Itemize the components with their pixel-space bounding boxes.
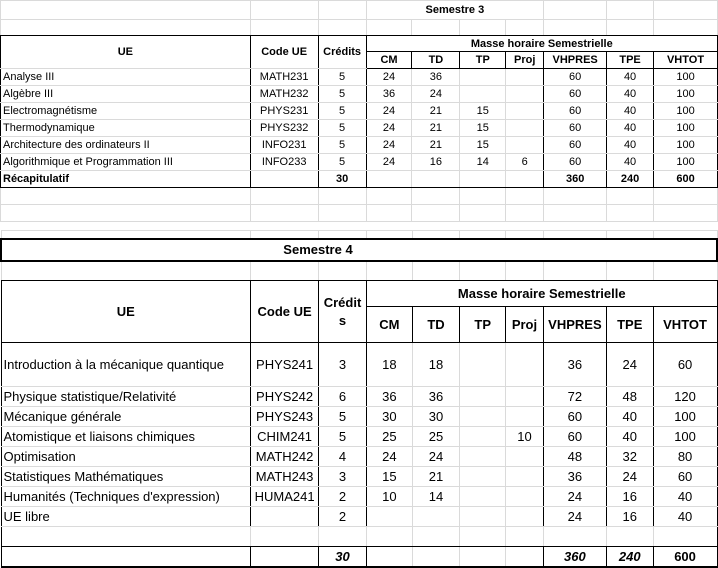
table-row: [1, 343, 717, 387]
cell-vhtot: 100: [653, 407, 717, 427]
cell-credits: 5: [318, 154, 366, 171]
cell-tp: [460, 407, 506, 427]
cell-proj: [506, 487, 544, 507]
cell-code: [251, 507, 319, 527]
cell-vhtot: 100: [654, 120, 718, 137]
cell-td: 16: [412, 154, 460, 171]
cell-code: PHYS243: [251, 407, 319, 427]
cell-tpe: 40: [607, 69, 654, 86]
s4-header-code: Code UE: [251, 281, 319, 343]
cell-credits: 2: [319, 487, 367, 507]
cell-credits: 3: [319, 467, 367, 487]
s4-header-credits: Crédit s: [319, 281, 367, 343]
semester4-table: [0, 230, 718, 568]
cell-credits: 5: [318, 86, 366, 103]
cell-cm: 24: [366, 103, 412, 120]
cell-proj: [506, 86, 544, 103]
s3-summary-vhtot: 600: [654, 171, 718, 188]
cell-code: INFO233: [250, 154, 318, 171]
cell-vhpres: 60: [544, 103, 607, 120]
s3-summary-row: [1, 171, 718, 188]
cell-code: PHYS231: [250, 103, 318, 120]
cell-vhpres: 60: [544, 120, 607, 137]
cell-vhpres: 60: [544, 69, 607, 86]
s3-header-vhpres: VHPRES: [544, 52, 607, 69]
cell-credits: 5: [319, 407, 367, 427]
cell-proj: [506, 447, 544, 467]
table-row: [1, 137, 718, 154]
table-row: [1, 447, 717, 467]
cell-proj: [506, 387, 544, 407]
s3-header-credits: Crédits: [318, 36, 366, 69]
cell-tpe: 24: [606, 467, 653, 487]
cell-vhpres: 72: [543, 387, 606, 407]
cell-vhpres: 36: [543, 343, 606, 387]
cell-tpe: 48: [606, 387, 653, 407]
s4-summary-credits: 30: [319, 547, 367, 567]
cell-td: 30: [412, 407, 460, 427]
cell-cm: [366, 507, 412, 527]
cell-td: 36: [412, 69, 460, 86]
cell-cm: 25: [366, 427, 412, 447]
cell-tpe: 40: [606, 427, 653, 447]
cell-ue: Atomistique et liaisons chimiques: [1, 427, 251, 447]
cell-tp: [460, 487, 506, 507]
cell-code: MATH243: [251, 467, 319, 487]
cell-ue: Thermodynamique: [1, 120, 251, 137]
s4-summary-row: [1, 547, 717, 567]
cell-td: 21: [412, 137, 460, 154]
cell-vhtot: 100: [654, 154, 718, 171]
semester3-title: Semestre 3: [366, 1, 544, 20]
cell-vhpres: 60: [544, 86, 607, 103]
cell-tpe: 16: [606, 507, 653, 527]
cell-td: 36: [412, 387, 460, 407]
cell-td: 24: [412, 86, 460, 103]
semester4-title: Semestre 4: [283, 242, 353, 257]
cell-td: 14: [412, 487, 460, 507]
s4-header-vhpres: VHPRES: [543, 307, 606, 343]
cell-tp: [460, 427, 506, 447]
table-row: [1, 120, 718, 137]
cell-tp: [460, 69, 506, 86]
cell-ue: Mécanique générale: [1, 407, 251, 427]
table-row: [1, 86, 718, 103]
s3-summary-vhpres: 360: [544, 171, 607, 188]
cell-proj: [506, 69, 544, 86]
cell-tpe: 32: [606, 447, 653, 467]
cell-code: HUMA241: [251, 487, 319, 507]
cell-vhpres: 60: [543, 427, 606, 447]
s4-header-vhtot: VHTOT: [653, 307, 717, 343]
cell-tp: [460, 387, 506, 407]
cell-tp: [460, 467, 506, 487]
cell-ue: Algorithmique et Programmation III: [1, 154, 251, 171]
s4-header-ue: UE: [1, 281, 251, 343]
cell-cm: 24: [366, 120, 412, 137]
cell-tp: 15: [460, 120, 506, 137]
cell-cm: 36: [366, 387, 412, 407]
table-row: [1, 103, 718, 120]
cell-td: 25: [412, 427, 460, 447]
cell-ue: Electromagnétisme: [1, 103, 251, 120]
cell-code: PHYS241: [251, 343, 319, 387]
s4-header-tpe: TPE: [606, 307, 653, 343]
semester4-title-bar: [1, 239, 717, 261]
table-row: [1, 487, 717, 507]
cell-vhtot: 40: [653, 507, 717, 527]
cell-tpe: 40: [607, 103, 654, 120]
cell-cm: 24: [366, 447, 412, 467]
cell-code: CHIM241: [251, 427, 319, 447]
cell-tp: [460, 447, 506, 467]
cell-tp: [460, 86, 506, 103]
cell-credits: 5: [318, 103, 366, 120]
cell-ue: Statistiques Mathématiques: [1, 467, 251, 487]
s3-header-masse: Masse horaire Semestrielle: [366, 36, 717, 52]
cell-vhpres: 60: [544, 154, 607, 171]
cell-tp: [460, 343, 506, 387]
s3-summary-credits: 30: [318, 171, 366, 188]
cell-tpe: 16: [606, 487, 653, 507]
cell-proj: 10: [506, 427, 544, 447]
cell-tpe: 40: [607, 154, 654, 171]
cell-td: 21: [412, 103, 460, 120]
cell-proj: [506, 507, 544, 527]
cell-code: PHYS242: [251, 387, 319, 407]
cell-credits: 5: [318, 137, 366, 154]
cell-ue: Introduction à la mécanique quantique: [1, 343, 251, 387]
cell-cm: 36: [366, 86, 412, 103]
cell-vhpres: 48: [543, 447, 606, 467]
table-row: [1, 387, 717, 407]
cell-tp: 15: [460, 137, 506, 154]
cell-vhtot: 120: [653, 387, 717, 407]
table-row: [1, 507, 717, 527]
s3-header-code: Code UE: [250, 36, 318, 69]
cell-tpe: 40: [607, 86, 654, 103]
cell-tp: 15: [460, 103, 506, 120]
table-row: [1, 467, 717, 487]
cell-vhtot: 100: [654, 103, 718, 120]
s4-header-proj: Proj: [506, 307, 544, 343]
cell-proj: [506, 120, 544, 137]
cell-cm: 24: [366, 137, 412, 154]
cell-proj: 6: [506, 154, 544, 171]
table-row: [1, 407, 717, 427]
cell-vhtot: 60: [653, 467, 717, 487]
cell-vhtot: 80: [653, 447, 717, 467]
semester3-table: [0, 0, 718, 222]
s4-summary-vhpres: 360: [543, 547, 606, 567]
cell-proj: [506, 137, 544, 154]
cell-cm: 10: [366, 487, 412, 507]
cell-vhtot: 100: [653, 427, 717, 447]
cell-proj: [506, 103, 544, 120]
cell-ue: UE libre: [1, 507, 251, 527]
s4-summary-vhtot: 600: [653, 547, 717, 567]
s3-header-tpe: TPE: [607, 52, 654, 69]
s3-header-tp: TP: [460, 52, 506, 69]
cell-vhpres: 60: [543, 407, 606, 427]
cell-ue: Algèbre III: [1, 86, 251, 103]
cell-vhtot: 100: [654, 69, 718, 86]
cell-ue: Analyse III: [1, 69, 251, 86]
cell-tpe: 40: [606, 407, 653, 427]
s3-header-td: TD: [412, 52, 460, 69]
s3-summary-label: Récapitulatif: [1, 171, 251, 188]
s4-header-cm: CM: [366, 307, 412, 343]
cell-code: MATH242: [251, 447, 319, 467]
cell-credits: 5: [318, 120, 366, 137]
cell-vhtot: 60: [653, 343, 717, 387]
cell-ue: Humanités (Techniques d'expression): [1, 487, 251, 507]
cell-credits: 6: [319, 387, 367, 407]
cell-credits: 2: [319, 507, 367, 527]
cell-cm: 24: [366, 154, 412, 171]
cell-ue: Architecture des ordinateurs II: [1, 137, 251, 154]
table-row: [1, 69, 718, 86]
cell-cm: 30: [366, 407, 412, 427]
cell-proj: [506, 467, 544, 487]
table-row: [1, 427, 717, 447]
s3-header-cm: CM: [366, 52, 412, 69]
cell-code: INFO231: [250, 137, 318, 154]
cell-credits: 5: [319, 427, 367, 447]
cell-cm: 24: [366, 69, 412, 86]
cell-proj: [506, 343, 544, 387]
cell-td: 21: [412, 120, 460, 137]
cell-vhpres: 24: [543, 487, 606, 507]
s4-header-td: TD: [412, 307, 460, 343]
cell-td: 18: [412, 343, 460, 387]
cell-tpe: 40: [607, 120, 654, 137]
cell-vhpres: 60: [544, 137, 607, 154]
cell-ue: Physique statistique/Relativité: [1, 387, 251, 407]
cell-tpe: 40: [607, 137, 654, 154]
cell-td: [412, 507, 460, 527]
cell-credits: 3: [319, 343, 367, 387]
s3-header-vhtot: VHTOT: [654, 52, 718, 69]
s3-header-proj: Proj: [506, 52, 544, 69]
cell-vhtot: 100: [654, 86, 718, 103]
cell-vhpres: 36: [543, 467, 606, 487]
cell-code: PHYS232: [250, 120, 318, 137]
cell-tp: 14: [460, 154, 506, 171]
cell-cm: 15: [366, 467, 412, 487]
cell-credits: 4: [319, 447, 367, 467]
cell-vhpres: 24: [543, 507, 606, 527]
cell-tpe: 24: [606, 343, 653, 387]
cell-proj: [506, 407, 544, 427]
cell-td: 24: [412, 447, 460, 467]
cell-credits: 5: [318, 69, 366, 86]
cell-code: MATH231: [250, 69, 318, 86]
s3-header-ue: UE: [1, 36, 251, 69]
table-row: [1, 154, 718, 171]
cell-td: 21: [412, 467, 460, 487]
cell-vhtot: 100: [654, 137, 718, 154]
s4-header-tp: TP: [460, 307, 506, 343]
cell-ue: Optimisation: [1, 447, 251, 467]
s4-summary-tpe: 240: [606, 547, 653, 567]
s3-summary-tpe: 240: [607, 171, 654, 188]
s4-header-masse: Masse horaire Semestrielle: [366, 281, 717, 307]
cell-vhtot: 40: [653, 487, 717, 507]
cell-code: MATH232: [250, 86, 318, 103]
cell-cm: 18: [366, 343, 412, 387]
cell-tp: [460, 507, 506, 527]
